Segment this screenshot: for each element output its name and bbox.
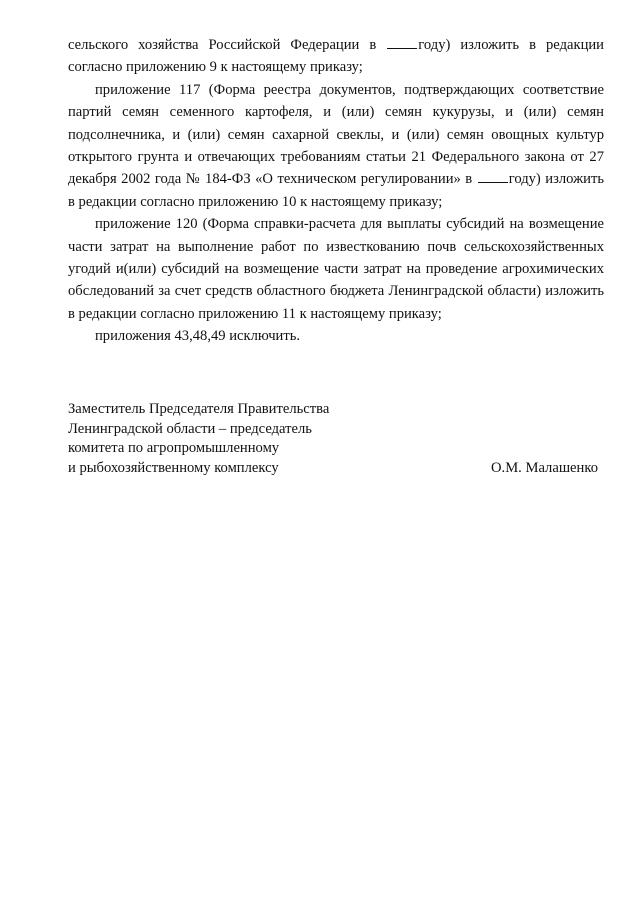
paragraph-2-text-end: году) изложить в редакции согласно приложению 10 к настоящему приказу; xyxy=(68,171,604,210)
paragraph-appendix-9 xyxy=(68,34,604,79)
year-blank-line xyxy=(387,36,417,49)
signatory-title-line-3: комитета по агропромышленному xyxy=(68,440,280,456)
paragraph-2-text-start: приложение 117 (Форма реестра документов, подтверждающих соответствие партий семян семенного картофеля, и (или) семян кукурузы, и (или) семян подсолнечника, и (или) семян сахарной свеклы, и (или) семян овощных культур открытого грунта и отвечающих требованиям статьи 21 Федерального закона от 27 декабря 2002 года № 184-ФЗ «О техническом регулировании» в xyxy=(68,81,604,188)
signatory-title-line-4: и рыбохозяйственному комплексу xyxy=(68,459,279,476)
year-blank-line xyxy=(478,170,508,183)
paragraph-exclude-appendices: приложения 43,48,49 исключить. xyxy=(95,328,301,345)
signatory-last-row xyxy=(68,459,598,479)
paragraph-appendix-117 xyxy=(68,79,604,213)
signatory-title-line-2: Ленинградской области – председатель xyxy=(68,420,312,437)
paragraph-1-text-end: году) изложить в редакции согласно приложению 9 к настоящему приказу; xyxy=(68,37,604,76)
document-body xyxy=(68,34,604,348)
signatory-title-line-1: Заместитель Председателя Правительства xyxy=(68,401,330,417)
paragraph-appendix-120: приложение 120 (Форма справки-расчета для выплаты субсидий на возмещение части затрат на выполнение работ по известкованию почв сельскохозяйственных угодий и(или) субсидий на возмещение части затрат на проведение агрохимических обследований за счет средств областного бюджета Ленинградской области) изложить в редакции согласно приложению 11 к настоящему приказу; xyxy=(68,216,604,322)
signature-block xyxy=(68,400,598,478)
signatory-name: О.М. Малашенко xyxy=(491,459,598,476)
paragraph-1-text-start: сельского хозяйства Российской Федерации в xyxy=(68,37,387,53)
